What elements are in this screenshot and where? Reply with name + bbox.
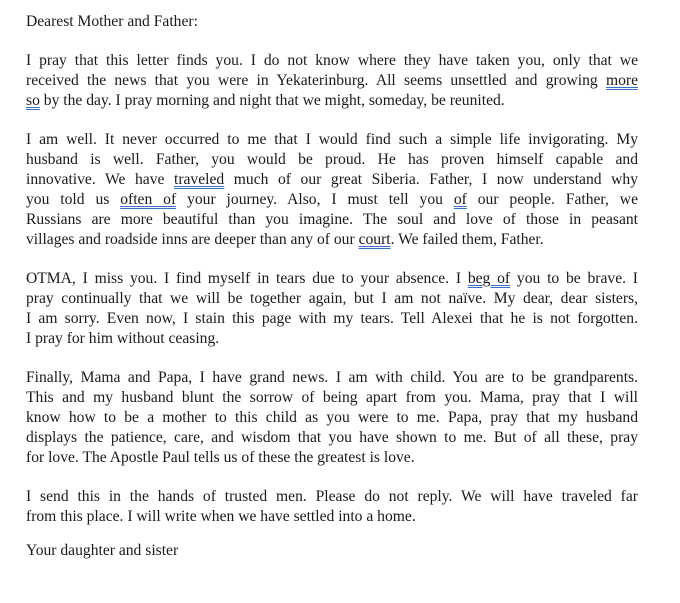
text-run: villages and roadside inns are deeper than any of our — [26, 231, 359, 248]
text-run: received the news that you were in Yekaterinburg. All seems unsettled and growing — [26, 72, 606, 89]
text-run: OTMA, I miss you. I find myself in tears due to your absence. I — [26, 270, 468, 287]
paragraph-2-line — [26, 170, 638, 190]
text-run: I pray that this letter finds you. I do not know where they have taken you, only that we — [26, 52, 638, 69]
text-run: . We failed them, Father. — [390, 231, 544, 248]
paragraph-2-line — [26, 150, 638, 170]
paragraph-1-line — [26, 51, 638, 71]
text-run: Russians are more beautiful than you imagine. The soul and love of those in peasant — [26, 211, 638, 228]
text-run: displays the patience, care, and wisdom that you have shown to me. But of all these, pray — [26, 429, 638, 446]
text-run: innovative. We have — [26, 171, 174, 188]
letter-closing: Your daughter and sister — [26, 542, 179, 559]
text-run: by the day. I pray morning and night that we might, someday, be reunited. — [39, 92, 505, 109]
paragraph-3-line — [26, 269, 638, 289]
grammar-flagged-text: of — [453, 191, 467, 208]
paragraph-4-line — [26, 428, 638, 448]
paragraph-2-line — [26, 230, 544, 250]
text-run: husband is well. Father, you would be proud. He has proven himself capable and — [26, 151, 638, 168]
text-run: from this place. I will write when we have settled into a home. — [26, 508, 416, 525]
text-run: for love. The Apostle Paul tells us of these the greatest is love. — [26, 449, 415, 466]
text-run: I am well. It never occurred to me that I would find such a simple life invigorating. My — [26, 131, 638, 148]
paragraph-2-line — [26, 130, 638, 150]
paragraph-1-line — [26, 71, 638, 91]
grammar-flagged-text: so — [26, 92, 40, 109]
paragraph-5-line — [26, 507, 416, 527]
paragraph-3-line — [26, 309, 638, 329]
paragraph-4-line — [26, 368, 638, 388]
paragraph-4-line — [26, 408, 638, 428]
grammar-flagged-text: often of — [120, 191, 177, 208]
text-run: I pray for him without ceasing. — [26, 330, 220, 347]
paragraph-3-line — [26, 329, 219, 349]
text-run: our people. Father, we — [466, 191, 638, 208]
paragraph-1-line — [26, 91, 505, 111]
text-run: much of our great Siberia. Father, I now understand why — [224, 171, 638, 188]
paragraph-2-line — [26, 190, 638, 210]
grammar-flagged-text: traveled — [173, 171, 225, 188]
text-run: know how to be a mother to this child as you were to me. Papa, pray that my husband — [26, 409, 638, 426]
text-run: you told us — [26, 191, 121, 208]
text-run: I send this in the hands of trusted men. Please do not reply. We will have traveled far — [26, 488, 638, 505]
letter-salutation: Dearest Mother and Father: — [26, 13, 198, 30]
text-run: This and my husband blunt the sorrow of being apart from you. Mama, pray that I will — [26, 389, 638, 406]
paragraph-3-line — [26, 289, 638, 309]
grammar-flagged-text: court — [358, 231, 391, 248]
paragraph-4-line — [26, 388, 638, 408]
paragraph-2-line — [26, 210, 638, 230]
text-run: you to be brave. I — [510, 270, 638, 287]
grammar-flagged-text: beg of — [467, 270, 511, 287]
grammar-flagged-text: more — [605, 72, 638, 89]
paragraph-5-line — [26, 487, 638, 507]
text-run: I am sorry. Even now, I stain this page with my tears. Tell Alexei that he is not forgotten. — [26, 310, 638, 327]
paragraph-4-line — [26, 448, 415, 468]
text-run: Finally, Mama and Papa, I have grand news. I am with child. You are to be grandparents. — [26, 369, 638, 386]
text-run: pray continually that we will be together again, but I am not naïve. My dear, dear sisters, — [26, 290, 638, 307]
text-run: your journey. Also, I must tell you — [176, 191, 454, 208]
